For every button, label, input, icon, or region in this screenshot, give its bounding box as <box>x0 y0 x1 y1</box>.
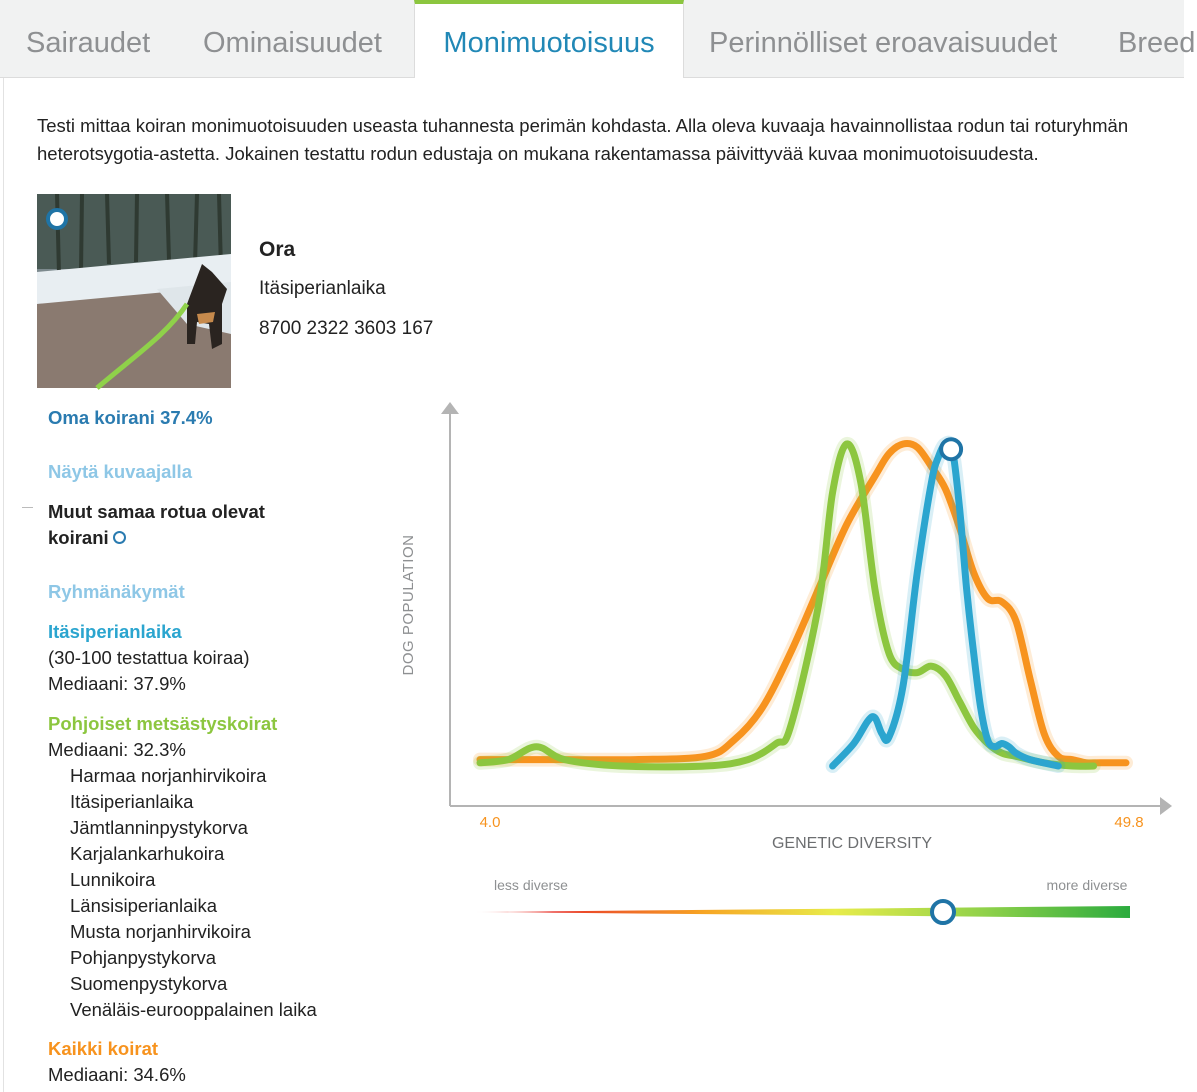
y-axis-label: DOG POPULATION <box>400 534 417 676</box>
intro-line-2: heterotsygotia-astetta. Jokainen testattu rodun edustaja on mukana rakentamassa päivittyvää kuvaa monimuotoisuudesta. <box>37 143 1039 164</box>
all-dogs-median: Mediaani: 34.6% <box>48 1064 186 1085</box>
breed-group-median: Mediaani: 37.9% <box>48 673 186 694</box>
list-item: Musta norjanhirvikoira <box>70 921 251 942</box>
list-item: Jämtlanninpystykorva <box>70 817 248 838</box>
all-dogs-name[interactable]: Kaikki koirat <box>48 1038 159 1059</box>
scale-left-label: less diverse <box>494 877 568 893</box>
dog-name: Ora <box>259 238 296 261</box>
list-item: Itäsiperianlaika <box>70 791 194 812</box>
show-on-chart-heading: Näytä kuvaajalla <box>48 461 192 482</box>
list-item: Länsisiperianlaika <box>70 895 218 916</box>
intro-line-1: Testi mittaa koiran monimuotoisuuden useasta tuhannesta perimän kohdasta. Alla oleva kuvaaja havainnollistaa rodun tai roturyhmän <box>37 115 1129 136</box>
northern-group[interactable] <box>48 711 317 1023</box>
own-dog-value[interactable]: Oma koirani 37.4% <box>48 407 213 428</box>
x-min-label: 4.0 <box>479 814 501 831</box>
x-axis-label: GENETIC DIVERSITY <box>771 835 933 852</box>
other-dogs-label: Muut samaa rotua olevat <box>48 501 265 522</box>
group-views-heading: Ryhmänäkymät <box>48 581 185 602</box>
other-dogs-label-2: koirani <box>48 527 109 548</box>
dog-breed: Itäsiperianlaika <box>259 278 386 299</box>
tab-breed[interactable]: Breed <box>1118 27 1196 59</box>
tab-bar <box>0 0 1196 78</box>
northern-group-name[interactable]: Pohjoiset metsästyskoirat <box>48 713 278 734</box>
northern-breeds-list <box>48 763 317 1023</box>
list-item: Lunnikoira <box>70 869 156 890</box>
other-dogs-toggle[interactable] <box>48 499 265 551</box>
scale-right-label: more diverse <box>1046 877 1128 893</box>
breed-group-name[interactable]: Itäsiperianlaika <box>48 621 182 642</box>
tab-sairaudet[interactable]: Sairaudet <box>26 27 151 59</box>
ring-legend-icon <box>113 531 126 544</box>
tab-monimuotoisuus[interactable]: Monimuotoisuus <box>414 0 684 79</box>
all-dogs-group[interactable] <box>48 1036 186 1088</box>
intro-text <box>37 112 1197 168</box>
list-item: Harmaa norjanhirvikoira <box>70 765 267 786</box>
divider <box>22 507 33 508</box>
list-item: Venäläis-eurooppalainen laika <box>70 999 317 1020</box>
tab-perinnolliset-eroavaisuudet[interactable]: Perinnölliset eroavaisuudet <box>709 27 1058 59</box>
list-item: Karjalankarhukoira <box>70 843 225 864</box>
list-item: Suomenpystykorva <box>70 973 228 994</box>
breed-group-tested: (30-100 testattua koiraa) <box>48 647 250 668</box>
own-dog-marker-icon <box>46 208 68 230</box>
northern-group-median: Mediaani: 32.3% <box>48 739 186 760</box>
dog-chip-number: 8700 2322 3603 167 <box>259 318 434 339</box>
breed-group[interactable] <box>48 619 250 697</box>
x-max-label: 49.8 <box>1114 814 1144 831</box>
tab-ominaisuudet[interactable]: Ominaisuudet <box>203 27 382 59</box>
list-item: Pohjanpystykorva <box>70 947 217 968</box>
